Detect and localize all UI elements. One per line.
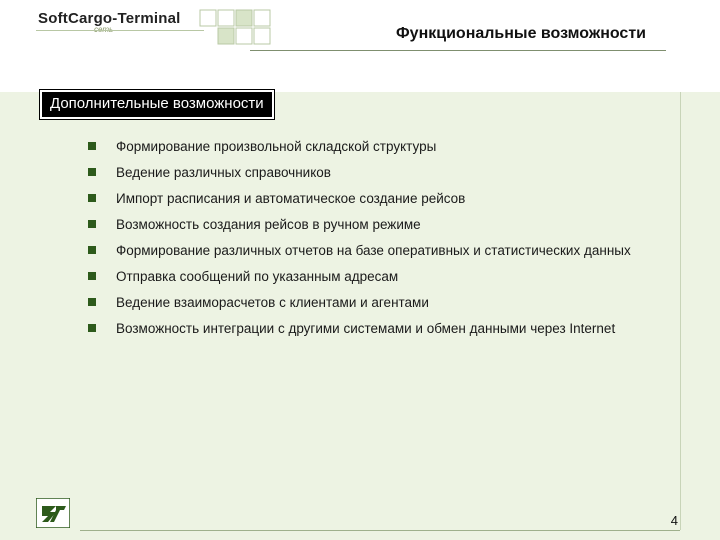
list-item [88, 164, 688, 181]
list-item [88, 268, 688, 285]
list-item [88, 320, 688, 337]
list-item-text: Ведение взаиморасчетов с клиентами и агентами [116, 295, 429, 310]
list-item-text: Формирование произвольной складской структуры [116, 139, 437, 154]
square-bullet-icon [88, 324, 96, 332]
square-bullet-icon [88, 168, 96, 176]
square-bullet-icon [88, 246, 96, 254]
list-item [88, 138, 688, 155]
title-divider [250, 50, 666, 51]
company-footer-logo-icon [36, 498, 70, 528]
footer-divider [80, 530, 680, 531]
list-item-text: Возможность создания рейсов в ручном режиме [116, 217, 421, 232]
grid-decoration [170, 0, 290, 60]
list-item [88, 190, 688, 207]
list-item [88, 216, 688, 233]
list-item [88, 242, 688, 259]
list-item-text: Импорт расписания и автоматическое создание рейсов [116, 191, 466, 206]
feature-list [88, 138, 688, 346]
square-bullet-icon [88, 272, 96, 280]
page-title: Функциональные возможности [396, 25, 646, 42]
page-number: 4 [670, 513, 678, 528]
company-logo: SoftCargo-Terminal [38, 10, 181, 27]
section-header: Дополнительные возможности [40, 90, 274, 119]
list-item-text: Формирование различных отчетов на базе оперативных и статистических данных [116, 243, 631, 258]
square-bullet-icon [88, 220, 96, 228]
square-bullet-icon [88, 194, 96, 202]
list-item-text: Отправка сообщений по указанным адресам [116, 269, 399, 284]
list-item [88, 294, 688, 311]
list-item-text: Ведение различных справочников [116, 165, 331, 180]
vertical-rule [680, 92, 681, 530]
square-bullet-icon [88, 298, 96, 306]
square-bullet-icon [88, 142, 96, 150]
list-item-text: Возможность интеграции с другими системами и обмен данными через Internet [116, 321, 616, 336]
